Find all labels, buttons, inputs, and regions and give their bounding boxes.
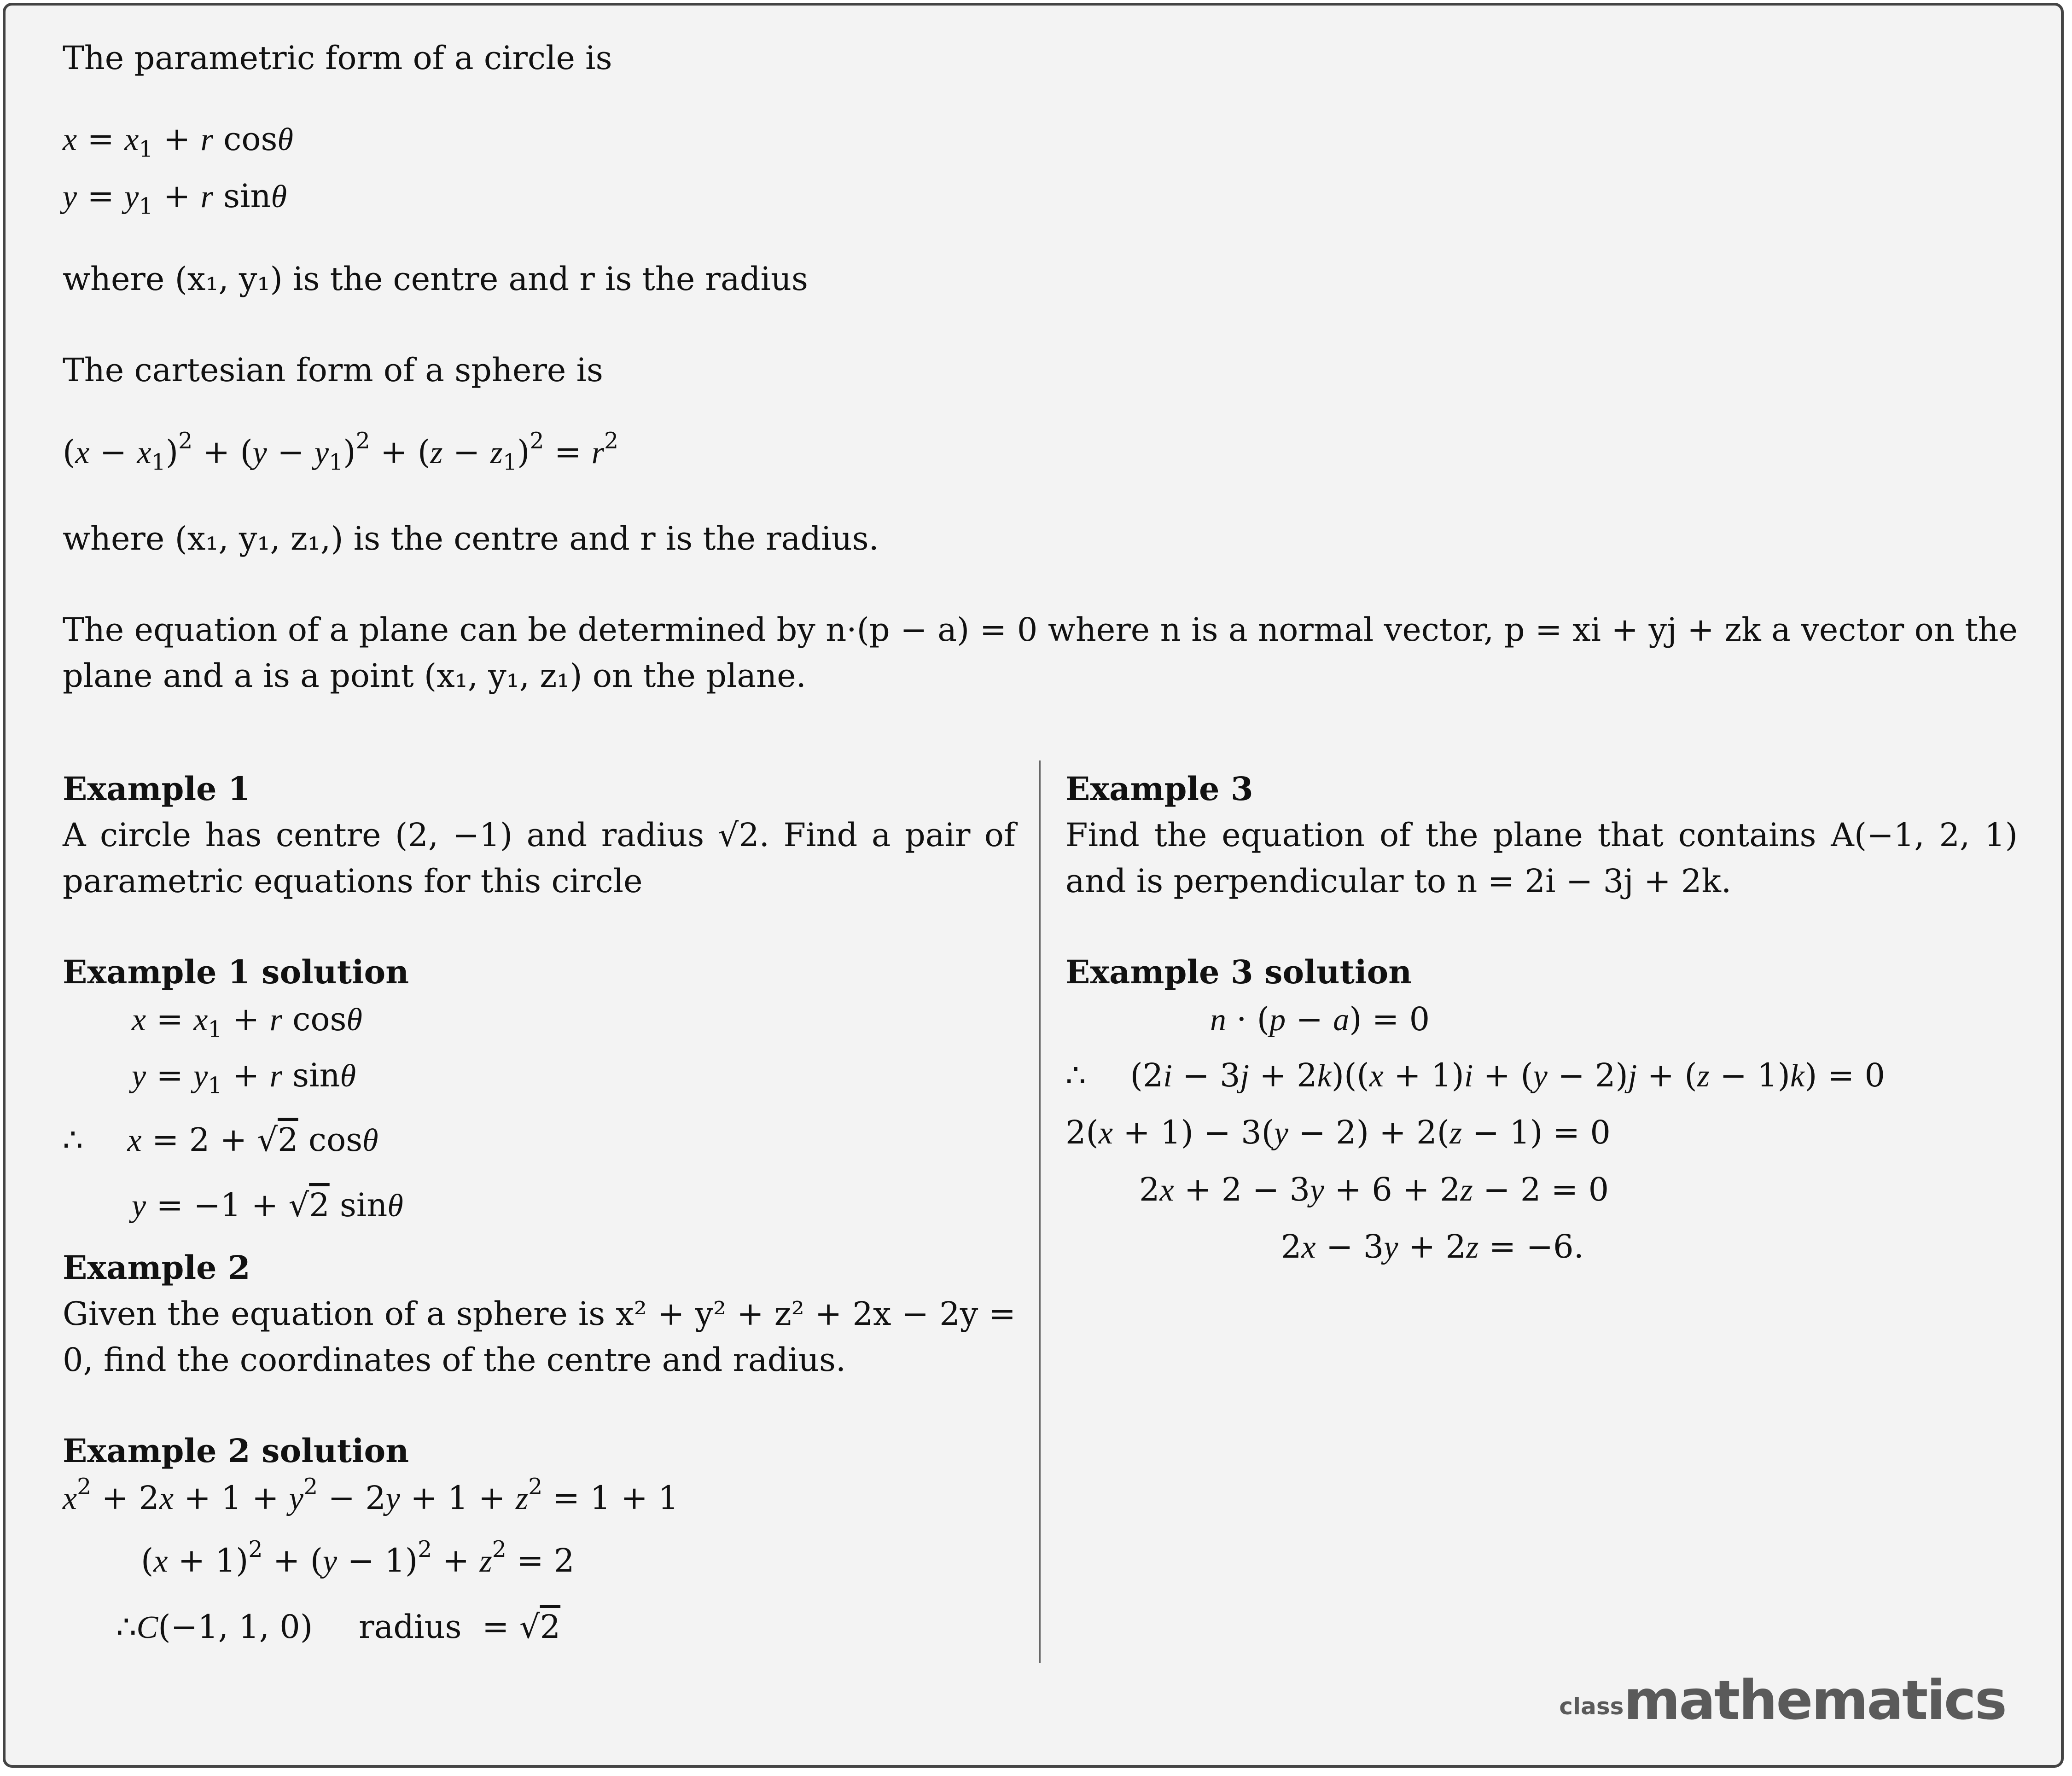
circle-intro-text: The parametric form of a circle is <box>63 39 612 77</box>
example3-solution-title: Example 3 solution <box>1065 953 1412 991</box>
example2-step1: $x^2 + 2x + 1 + y^2 - 2y + 1 + z^2 = 1 + 1$ <box>63 1474 679 1517</box>
plane-definition-text: The equation of a plane can be determined by n·(p − a) = 0 where n is a normal vector, p = xi + yj + zk a vector on the plane and a is a point (x₁, y₁, z₁) on the plane. <box>63 611 2018 695</box>
example2-solution-title: Example 2 solution <box>63 1432 409 1470</box>
sphere-where-text: where (x₁, y₁, z₁,) is the centre and r is the radius. <box>63 520 879 557</box>
example3-step1: n · (p − a) = 0 <box>1210 1000 1430 1038</box>
example3-question: Find the equation of the plane that contains A(−1, 2, 1) and is perpendicular to n = 2i − 3j + 2k. <box>1065 816 2018 900</box>
example1-title: Example 1 <box>63 770 250 808</box>
circle-where-text: where (x₁, y₁) is the centre and r is the radius <box>63 260 808 298</box>
example3-step5: 2x − 3y + 2z = −6. <box>1281 1228 1584 1265</box>
circle-eq-x: $x = x_1 + r$ cosθ <box>63 120 293 163</box>
example3-step3: 2(x + 1) − 3(y − 2) + 2(z − 1) = 0 <box>1065 1114 1611 1151</box>
example1-solution-title: Example 1 solution <box>63 953 409 991</box>
example1-step4: y = −1 + √2 sinθ <box>132 1186 403 1224</box>
example2-step2: $(x + 1)^2 + (y - 1)^2 + z^2 = 2$ <box>141 1536 575 1579</box>
example1-step1: $x = x_1 + r$ cosθ <box>132 1000 362 1043</box>
example1-step3: ∴ x = 2 + √2 cosθ <box>63 1121 378 1159</box>
example3-title: Example 3 <box>1065 770 1253 808</box>
example1-step2: $y = y_1 + r$ sinθ <box>132 1056 356 1099</box>
sphere-equation: $(x - x_1)^2 + (y - y_1)^2 + (z - z_1)^2 = r^2$ <box>63 428 619 476</box>
column-divider <box>1039 760 1041 1663</box>
example3-step2: ∴ (2i − 3j + 2k)((x + 1)i + (y − 2)j + (z − 1)k) = 0 <box>1065 1056 1886 1094</box>
example3-step4: 2x + 2 − 3y + 6 + 2z − 2 = 0 <box>1139 1171 1609 1208</box>
classmathematics-logo: classmathematics <box>1559 1668 2006 1732</box>
sphere-intro-text: The cartesian form of a sphere is <box>63 351 603 389</box>
example1-question: A circle has centre (2, −1) and radius √2. Find a pair of parametric equations for this circle <box>63 816 1016 900</box>
worksheet-card <box>3 3 2064 1768</box>
circle-eq-y: $y = y_1 + r$ sinθ <box>63 177 287 220</box>
example2-title: Example 2 <box>63 1248 250 1287</box>
example2-question: Given the equation of a sphere is x² + y² + z² + 2x − 2y = 0, find the coordinates of the centre and radius. <box>63 1295 1016 1379</box>
example2-step3: ∴C(−1, 1, 0) radius = √2 <box>116 1608 561 1646</box>
